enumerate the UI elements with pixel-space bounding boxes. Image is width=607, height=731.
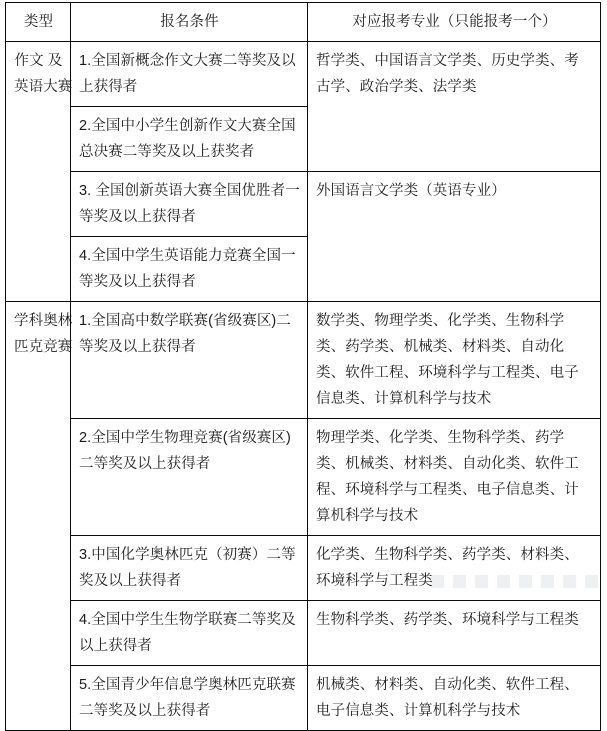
condition-cell: 2.全国中小学生创新作文大赛全国总决赛二等奖及以上获奖者 [71,107,308,172]
table-header-row [6,3,601,42]
table-row [6,419,601,536]
major-cell: 外国语言文学类（英语专业） [308,172,601,302]
table-row [6,536,601,601]
table-row [6,42,601,107]
admission-requirements-table [5,2,601,731]
major-cell: 机械类、材料类、自动化类、软件工程、电子信息类、计算机科学与技术 [308,666,601,731]
major-cell: 哲学类、中国语言文学类、历史学类、考古学、政治学类、法学类 [308,42,601,172]
category-line-1: 作文 及 [14,53,63,69]
major-cell: 化学类、生物科学类、药学类、材料类、环境科学与工程类 [308,536,601,601]
condition-cell: 1.全国高中数学联赛(省级赛区)二等奖及以上获得者 [71,302,308,419]
major-cell: 物理学类、化学类、生物科学类、药学类、机械类、材料类、自动化类、软件工程、环境科学与工程类、电子信息类、计算机科学与技术 [308,419,601,536]
column-header-type: 类型 [6,3,71,42]
major-cell: 生物科学类、药学类、环境科学与工程类 [308,601,601,666]
category-line-2: 匹克竞赛 [14,339,73,355]
table-row [6,666,601,731]
category-cell-composition-english [6,42,71,302]
category-line-1: 学科奥林 [14,313,73,329]
condition-cell: 1.全国新概念作文大赛二等奖及以上获得者 [71,42,308,107]
major-cell: 数学类、物理学类、化学类、生物科学类、药学类、机械类、材料类、自动化类、软件工程、环境科学与工程类、电子信息类、计算机科学与技术 [308,302,601,419]
condition-cell: 2.全国中学生物理竞赛(省级赛区) 二等奖及以上获得者 [71,419,308,536]
column-header-major: 对应报考专业（只能报考一个） [308,3,601,42]
condition-cell: 4.全国中学生英语能力竞赛全国一等奖及以上获得者 [71,237,308,302]
category-line-2: 英语大赛 [14,79,73,95]
table-row [6,601,601,666]
column-header-condition: 报名条件 [71,3,308,42]
condition-cell: 5.全国青少年信息学奥林匹克联赛二等奖及以上获得者 [71,666,308,731]
category-cell-olympiad [6,302,71,731]
condition-cell: 3. 全国创新英语大赛全国优胜者一等奖及以上获得者 [71,172,308,237]
table-row [6,302,601,419]
table-row [6,172,601,237]
condition-cell: 3.中国化学奥林匹克（初赛）二等奖及以上获得者 [71,536,308,601]
condition-cell: 4.全国中学生生物学联赛二等奖及以上获得者 [71,601,308,666]
